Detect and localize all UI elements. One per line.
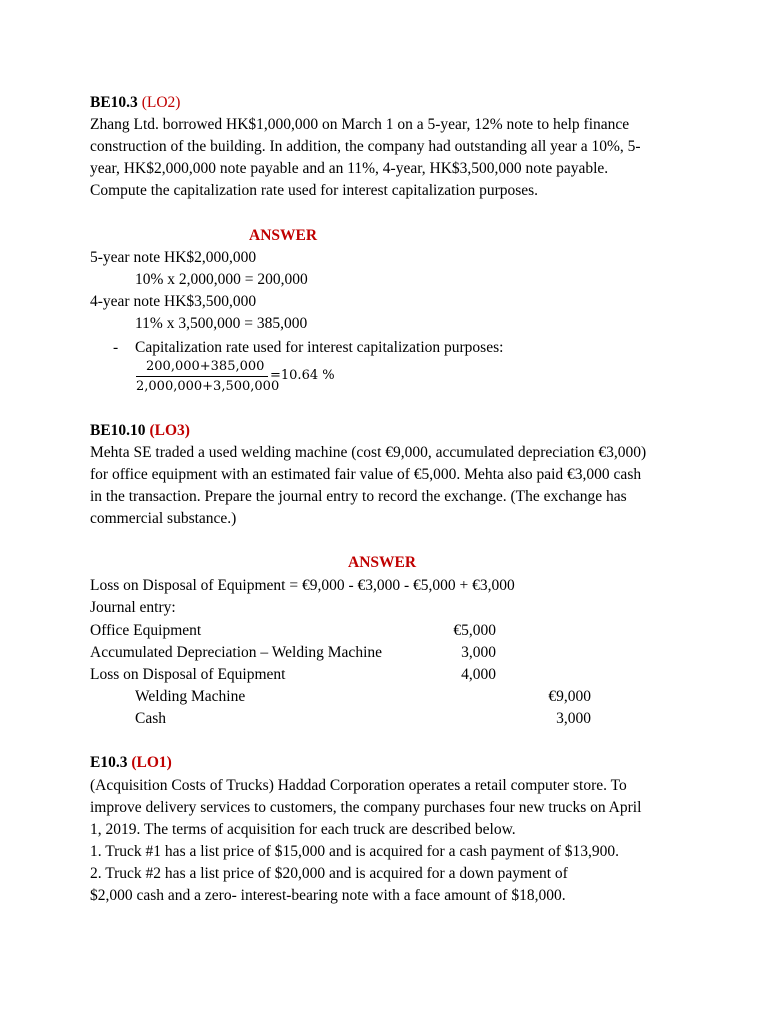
problem-heading-be10-3 — [90, 92, 180, 114]
problem-text-line: improve delivery services to customers, the company purchases four new trucks on April — [90, 799, 642, 816]
answer-line: 10% x 2,000,000 = 200,000 — [135, 271, 308, 288]
learning-objective: (LO1) — [131, 754, 172, 771]
journal-entry-label: Journal entry: — [90, 599, 176, 616]
learning-objective: (LO2) — [141, 94, 181, 111]
problem-text-line: in the transaction. Prepare the journal entry to record the exchange. (The exchange has — [90, 488, 627, 505]
fraction-denominator: 2,000,000+3,500,000 — [136, 379, 280, 394]
journal-credit: €9,000 — [548, 688, 591, 705]
journal-account: Cash — [135, 710, 166, 727]
problem-text-line: commercial substance.) — [90, 510, 237, 527]
journal-debit: 4,000 — [461, 666, 496, 683]
problem-text-line: year, HK$2,000,000 note payable and an 11%, 4-year, HK$3,500,000 note payable. — [90, 160, 609, 177]
journal-account: Accumulated Depreciation – Welding Machine — [90, 644, 383, 661]
journal-debit: 3,000 — [461, 644, 496, 661]
journal-account: Welding Machine — [135, 688, 246, 705]
problem-heading-e10-3 — [90, 752, 172, 774]
fraction-numerator: 200,000+385,000 — [146, 359, 265, 374]
answer-heading: ANSWER — [348, 554, 417, 571]
problem-text-line: Zhang Ltd. borrowed HK$1,000,000 on March 1 on a 5-year, 12% note to help finance — [90, 116, 630, 133]
bullet-dash: - — [113, 339, 119, 356]
problem-code: BE10.10 — [90, 422, 146, 439]
problem-text-line: Mehta SE traded a used welding machine (cost €9,000, accumulated depreciation €3,000) — [90, 444, 647, 461]
problem-text-line: for office equipment with an estimated fair value of €5,000. Mehta also paid €3,000 cash — [90, 466, 642, 483]
answer-line: Capitalization rate used for interest capitalization purposes: — [135, 339, 504, 356]
answer-line: 4-year note HK$3,500,000 — [90, 293, 257, 310]
journal-account: Office Equipment — [90, 622, 202, 639]
problem-text-line: 2. Truck #2 has a list price of $20,000 and is acquired for a down payment of — [90, 865, 568, 882]
answer-heading: ANSWER — [249, 227, 318, 244]
problem-text-line: (Acquisition Costs of Trucks) Haddad Corporation operates a retail computer store. To — [90, 777, 627, 794]
answer-line: 5-year note HK$2,000,000 — [90, 249, 257, 266]
problem-code: E10.3 — [90, 754, 128, 771]
journal-account: Loss on Disposal of Equipment — [90, 666, 286, 683]
problem-text-line: Compute the capitalization rate used for interest capitalization purposes. — [90, 182, 539, 199]
problem-code: BE10.3 — [90, 94, 138, 111]
problem-text-line: $2,000 cash and a zero- interest-bearing note with a face amount of $18,000. — [90, 887, 566, 904]
problem-heading-be10-10 — [90, 420, 190, 442]
problem-text-line: 1. Truck #1 has a list price of $15,000 and is acquired for a cash payment of $13,900. — [90, 843, 620, 860]
loss-calculation: Loss on Disposal of Equipment = €9,000 - €3,000 - €5,000 + €3,000 — [90, 577, 515, 594]
fraction-bar — [136, 376, 268, 377]
fraction-result: =10.64 % — [270, 368, 335, 383]
learning-objective: (LO3) — [149, 422, 190, 439]
answer-line: 11% x 3,500,000 = 385,000 — [135, 315, 308, 332]
journal-credit: 3,000 — [556, 710, 591, 727]
journal-debit: €5,000 — [453, 622, 496, 639]
problem-text-line: construction of the building. In addition, the company had outstanding all year a 10%, 5- — [90, 138, 641, 155]
problem-text-line: 1, 2019. The terms of acquisition for each truck are described below. — [90, 821, 516, 838]
